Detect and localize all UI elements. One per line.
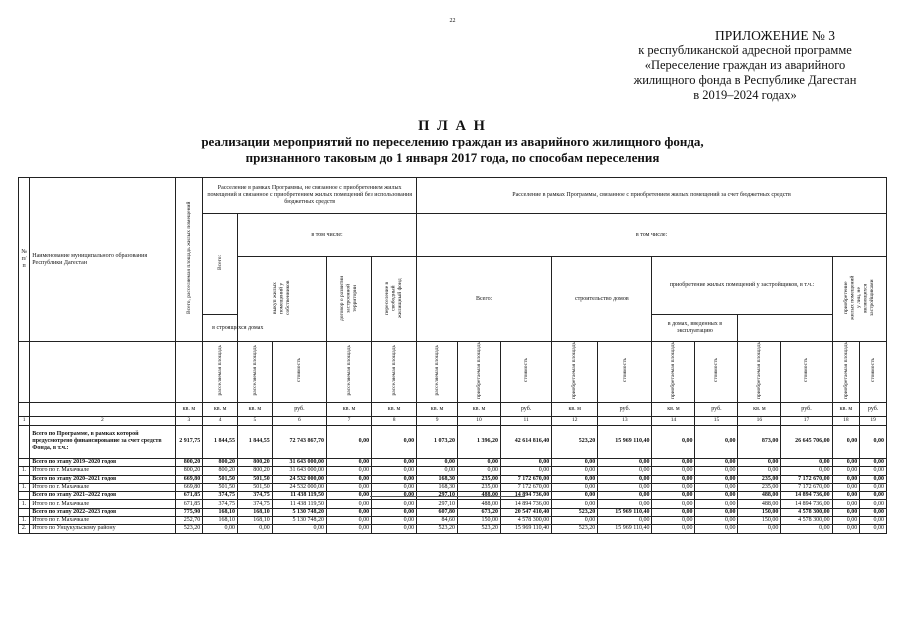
- resettlement-plan-table: [18, 177, 887, 534]
- header-buyout: выкуп жилых помещений у собственников: [238, 257, 327, 342]
- table-row: [19, 458, 887, 466]
- row-value: 873,00: [738, 425, 781, 458]
- row-value: 488,00: [738, 500, 781, 508]
- column-number: 14: [652, 416, 695, 425]
- column-number: 9: [417, 416, 458, 425]
- row-value: 0,00: [695, 425, 738, 458]
- row-value: 252,70: [175, 517, 203, 525]
- row-value: 235,00: [738, 483, 781, 491]
- row-value: 0,00: [652, 458, 695, 466]
- row-value: 0,00: [598, 500, 652, 508]
- row-value: 0,00: [781, 467, 832, 475]
- row-value: 673,20: [458, 508, 501, 516]
- row-value: 0,00: [695, 467, 738, 475]
- header-including-b: в том числе:: [417, 214, 887, 257]
- row-value: 669,80: [175, 483, 203, 491]
- header-built: в домах, введенных в эксплуатацию: [652, 315, 738, 342]
- row-value: 0,00: [832, 467, 860, 475]
- row-value: 0,00: [552, 458, 598, 466]
- row-value: 31 643 000,00: [272, 458, 326, 466]
- row-value: 0,00: [860, 483, 887, 491]
- column-number: 12: [552, 416, 598, 425]
- row-value: 0,00: [695, 492, 738, 500]
- row-value: 168,10: [203, 508, 238, 516]
- row-value: 24 532 000,00: [272, 483, 326, 491]
- row-value: 168,30: [417, 475, 458, 483]
- row-value: 1 844,55: [238, 425, 273, 458]
- row-value: 7 172 670,00: [781, 483, 832, 491]
- row-value: 11 438 119,50: [272, 492, 326, 500]
- row-value: 0,00: [552, 492, 598, 500]
- row-name: Итого по г. Махачкале: [30, 500, 175, 508]
- row-value: 15 969 110,40: [598, 425, 652, 458]
- row-value: 0,00: [652, 500, 695, 508]
- row-value: 374,75: [238, 492, 273, 500]
- column-number: 4: [203, 416, 238, 425]
- row-value: 0,00: [652, 467, 695, 475]
- header-cost: стоимость: [272, 342, 326, 403]
- header-cost: стоимость: [695, 342, 738, 403]
- column-number: 16: [738, 416, 781, 425]
- row-number: [19, 508, 30, 516]
- table-row: [19, 517, 887, 525]
- header-all-a: Всего:: [203, 214, 238, 315]
- row-value: 5 130 748,20: [272, 508, 326, 516]
- row-value: 374,75: [203, 492, 238, 500]
- header-cost: стоимость: [598, 342, 652, 403]
- row-name: Итого по г. Махачкале: [30, 467, 175, 475]
- plan-heading: П Л А Н: [418, 118, 487, 134]
- row-value: 0,00: [860, 458, 887, 466]
- page-number: 22: [449, 18, 456, 24]
- column-number: 18: [832, 416, 860, 425]
- row-value: 0,00: [832, 500, 860, 508]
- table-row: [19, 467, 887, 475]
- column-number: 15: [695, 416, 738, 425]
- row-name: Итого по Унцукульскому району: [30, 525, 175, 533]
- table-row: [19, 475, 887, 483]
- table-body: [19, 425, 887, 533]
- header-acquired-area: приобретаемая площадь: [652, 342, 695, 403]
- row-value: 1 073,20: [417, 425, 458, 458]
- header-acquired-area: приобретаемая площадь: [458, 342, 501, 403]
- column-number: 1: [19, 416, 30, 425]
- row-value: 4 578 300,00: [501, 517, 552, 525]
- units-row: кв. м кв. м кв. м руб. кв. м кв. м кв. м кв. м руб. кв. м руб. кв. м руб. кв. м руб. кв. м руб.: [19, 402, 887, 416]
- appendix-line: в 2019–2024 годах»: [693, 88, 797, 102]
- row-value: 0,00: [501, 458, 552, 466]
- row-number: 1.: [19, 500, 30, 508]
- row-value: 14 894 736,00: [781, 500, 832, 508]
- row-value: 0,00: [738, 467, 781, 475]
- row-value: 775,90: [175, 508, 203, 516]
- row-value: 0,00: [327, 458, 372, 466]
- row-value: 84,60: [417, 517, 458, 525]
- row-value: 150,00: [738, 508, 781, 516]
- column-number: 6: [272, 416, 326, 425]
- row-value: 0,00: [738, 458, 781, 466]
- row-value: 0,00: [372, 500, 417, 508]
- row-value: 0,00: [652, 517, 695, 525]
- plan-subtitle-2: признанного таковым до 1 января 2017 года, по способам переселения: [245, 150, 660, 165]
- row-value: 0,00: [372, 525, 417, 533]
- header-acquired-area: приобретаемая площадь: [552, 342, 598, 403]
- row-value: 0,00: [203, 525, 238, 533]
- row-value: 2 917,75: [175, 425, 203, 458]
- row-value: 150,00: [458, 517, 501, 525]
- row-value: 0,00: [372, 475, 417, 483]
- row-value: 14 894 736,00: [501, 500, 552, 508]
- row-value: 0,00: [327, 425, 372, 458]
- row-value: 0,00: [552, 475, 598, 483]
- row-value: 0,00: [860, 492, 887, 500]
- row-value: 523,20: [417, 525, 458, 533]
- row-value: 0,00: [372, 425, 417, 458]
- row-value: 0,00: [860, 500, 887, 508]
- row-value: 0,00: [832, 525, 860, 533]
- row-value: 0,00: [327, 508, 372, 516]
- row-value: 0,00: [832, 425, 860, 458]
- row-value: 800,20: [238, 467, 273, 475]
- row-value: 0,00: [598, 458, 652, 466]
- row-value: 0,00: [598, 517, 652, 525]
- row-value: 0,00: [417, 458, 458, 466]
- row-value: 488,00: [458, 500, 501, 508]
- row-value: 0,00: [738, 525, 781, 533]
- header-resettle-area: расселяемая площадь: [327, 342, 372, 403]
- row-value: 0,00: [860, 517, 887, 525]
- table-row: [19, 425, 887, 458]
- header-acquired-area: приобретаемая площадь: [738, 342, 781, 403]
- row-number: 1.: [19, 483, 30, 491]
- row-value: 501,50: [238, 483, 273, 491]
- row-value: 0,00: [372, 467, 417, 475]
- table-row: [19, 500, 887, 508]
- row-number: 1.: [19, 517, 30, 525]
- row-value: 0,00: [860, 508, 887, 516]
- row-name: Всего по этапу 2022–2023 годов: [30, 508, 175, 516]
- row-name: Всего по этапу 2020–2021 годов: [30, 475, 175, 483]
- header-no: № п/п: [19, 178, 30, 342]
- row-number: [19, 425, 30, 458]
- header-group-no-budget: Расселение в рамках Программы, не связанное с приобретением жилых помещений и связанное с приобретением жилых помещений без использования бюджетных средств: [203, 178, 417, 214]
- row-value: 0,00: [652, 475, 695, 483]
- row-value: 14 894 736,00: [781, 492, 832, 500]
- document-title: [0, 118, 905, 166]
- row-value: 0,00: [652, 492, 695, 500]
- appendix-line: к республиканской адресной программе: [638, 43, 852, 57]
- column-number: 19: [860, 416, 887, 425]
- row-number: [19, 475, 30, 483]
- row-name: Всего по Программе, в рамках которой предусмотрено финансирование за счет средств Фонда, в т.ч.:: [30, 425, 175, 458]
- row-value: 488,00: [458, 492, 501, 500]
- row-value: 0,00: [860, 467, 887, 475]
- row-value: 0,00: [372, 508, 417, 516]
- row-value: 0,00: [458, 458, 501, 466]
- row-value: 0,00: [695, 458, 738, 466]
- appendix-block: [615, 28, 875, 103]
- row-value: 374,75: [238, 500, 273, 508]
- appendix-title: ПРИЛОЖЕНИЕ № 3: [714, 28, 836, 43]
- row-value: 168,10: [238, 508, 273, 516]
- row-value: 501,50: [203, 475, 238, 483]
- row-value: 26 645 706,00: [781, 425, 832, 458]
- header-resettle-area: расселяемая площадь: [203, 342, 238, 403]
- row-value: 0,00: [832, 508, 860, 516]
- row-value: 0,00: [860, 525, 887, 533]
- row-name: Всего по этапу 2021–2022 годов: [30, 492, 175, 500]
- row-value: 297,10: [417, 492, 458, 500]
- row-value: 0,00: [695, 475, 738, 483]
- row-value: 0,00: [372, 517, 417, 525]
- row-value: 0,00: [832, 517, 860, 525]
- column-number: 3: [175, 416, 203, 425]
- row-value: 7 172 670,00: [501, 483, 552, 491]
- row-value: 5 130 748,20: [272, 517, 326, 525]
- row-value: 0,00: [832, 483, 860, 491]
- row-value: 0,00: [372, 492, 417, 500]
- row-value: 42 614 816,40: [501, 425, 552, 458]
- row-value: 501,50: [238, 475, 273, 483]
- row-value: 0,00: [598, 492, 652, 500]
- row-value: 0,00: [327, 500, 372, 508]
- header-others: приобретение жилых помещений у лиц, не являющихся застройщиками: [832, 257, 886, 342]
- row-name: Итого по г. Махачкале: [30, 483, 175, 491]
- row-value: 168,10: [238, 517, 273, 525]
- row-value: 501,50: [203, 483, 238, 491]
- row-value: 800,20: [238, 458, 273, 466]
- row-value: 0,00: [598, 475, 652, 483]
- row-value: 0,00: [372, 458, 417, 466]
- row-value: 168,10: [203, 517, 238, 525]
- header-acquired-area: приобретаемая площадь: [832, 342, 860, 403]
- row-value: 0,00: [652, 508, 695, 516]
- row-number: [19, 458, 30, 466]
- row-value: 0,00: [695, 525, 738, 533]
- header-free-fund: переселение в свободный жилищный фонд: [372, 257, 417, 342]
- row-value: 523,20: [552, 508, 598, 516]
- row-value: 0,00: [652, 525, 695, 533]
- header-cost: стоимость: [860, 342, 887, 403]
- row-value: 0,00: [598, 483, 652, 491]
- bottom-rule: [370, 496, 525, 497]
- column-number: 13: [598, 416, 652, 425]
- row-value: 0,00: [327, 467, 372, 475]
- row-value: 11 438 119,50: [272, 500, 326, 508]
- row-number: 2.: [19, 525, 30, 533]
- header-all-b: Всего:: [417, 257, 552, 342]
- row-value: 800,20: [203, 467, 238, 475]
- row-value: 0,00: [695, 517, 738, 525]
- table-row: [19, 525, 887, 533]
- row-value: 374,75: [203, 500, 238, 508]
- row-value: 523,20: [175, 525, 203, 533]
- row-value: 0,00: [860, 475, 887, 483]
- row-value: 0,00: [695, 508, 738, 516]
- header-total-area: Всего, расселяемая площадь жилых помещений: [175, 178, 203, 342]
- row-value: 607,80: [417, 508, 458, 516]
- header-cost: стоимость: [501, 342, 552, 403]
- row-value: 0,00: [238, 525, 273, 533]
- row-value: 15 969 110,40: [598, 508, 652, 516]
- row-value: 7 172 670,00: [781, 475, 832, 483]
- row-value: 1 844,55: [203, 425, 238, 458]
- row-value: 0,00: [327, 492, 372, 500]
- row-value: 4 578 300,00: [781, 508, 832, 516]
- table-row: [19, 508, 887, 516]
- row-value: 168,30: [417, 483, 458, 491]
- row-value: 0,00: [552, 483, 598, 491]
- column-number: 8: [372, 416, 417, 425]
- appendix-line: «Переселение граждан из аварийного: [644, 58, 846, 72]
- row-value: 800,20: [175, 458, 203, 466]
- row-value: 150,00: [738, 517, 781, 525]
- column-number: 5: [238, 416, 273, 425]
- row-value: 671,85: [175, 500, 203, 508]
- column-number: 10: [458, 416, 501, 425]
- column-number: 7: [327, 416, 372, 425]
- row-value: 0,00: [501, 467, 552, 475]
- row-value: 523,20: [552, 525, 598, 533]
- row-value: 31 643 000,00: [272, 467, 326, 475]
- row-value: 0,00: [652, 425, 695, 458]
- row-value: 20 547 410,40: [501, 508, 552, 516]
- row-value: 0,00: [552, 467, 598, 475]
- plan-subtitle-1: реализации мероприятий по переселению граждан из аварийного жилищного фонда,: [201, 134, 704, 149]
- row-value: 0,00: [652, 483, 695, 491]
- row-value: 0,00: [552, 517, 598, 525]
- row-value: 488,00: [738, 492, 781, 500]
- row-value: 0,00: [327, 483, 372, 491]
- row-value: 0,00: [272, 525, 326, 533]
- row-name: Всего по этапу 2019–2020 годов: [30, 458, 175, 466]
- row-number: 1.: [19, 467, 30, 475]
- row-value: 14 894 736,00: [501, 492, 552, 500]
- row-number: [19, 492, 30, 500]
- header-group-budget: Расселение в рамках Программы, связанное с приобретением жилых помещений за счет бюджетных средств: [417, 178, 887, 214]
- header-including-a: в том числе:: [238, 214, 417, 257]
- row-value: 0,00: [832, 458, 860, 466]
- row-value: 0,00: [552, 500, 598, 508]
- column-number: 2: [30, 416, 175, 425]
- row-name: Итого по г. Махачкале: [30, 517, 175, 525]
- table-row: [19, 483, 887, 491]
- column-number: 11: [501, 416, 552, 425]
- row-value: 0,00: [417, 467, 458, 475]
- header-developers: приобретение жилых помещений у застройщиков, в т.ч.:: [652, 257, 832, 315]
- row-value: 0,00: [372, 483, 417, 491]
- row-value: 800,20: [203, 458, 238, 466]
- row-value: 0,00: [327, 525, 372, 533]
- header-cost: стоимость: [781, 342, 832, 403]
- row-value: 235,00: [458, 475, 501, 483]
- row-value: 669,80: [175, 475, 203, 483]
- row-value: 297,10: [417, 500, 458, 508]
- row-value: 523,20: [552, 425, 598, 458]
- row-value: 0,00: [458, 467, 501, 475]
- row-value: 671,85: [175, 492, 203, 500]
- row-value: 800,20: [175, 467, 203, 475]
- header-resettle-area: расселяемая площадь: [372, 342, 417, 403]
- row-value: 0,00: [695, 483, 738, 491]
- row-value: 0,00: [832, 492, 860, 500]
- row-value: 1 396,20: [458, 425, 501, 458]
- row-value: 72 743 867,70: [272, 425, 326, 458]
- row-value: 0,00: [695, 500, 738, 508]
- row-value: 0,00: [781, 525, 832, 533]
- header-resettle-area: расселяемая площадь: [238, 342, 273, 403]
- row-value: 0,00: [327, 517, 372, 525]
- row-value: 24 532 000,00: [272, 475, 326, 483]
- column-numbers-row: [19, 416, 887, 425]
- row-value: 15 969 110,40: [501, 525, 552, 533]
- row-value: 15 969 110,40: [598, 525, 652, 533]
- header-construction: строительство домов: [552, 257, 652, 342]
- row-value: 4 578 300,00: [781, 517, 832, 525]
- appendix-line: жилищного фонда в Республике Дагестан: [633, 73, 857, 87]
- row-value: 7 172 670,00: [501, 475, 552, 483]
- header-contract: договор о развитии застроенной территории: [327, 257, 372, 342]
- column-number: 17: [781, 416, 832, 425]
- row-value: 523,20: [458, 525, 501, 533]
- row-value: 0,00: [860, 425, 887, 458]
- row-value: 0,00: [598, 467, 652, 475]
- row-value: 0,00: [832, 475, 860, 483]
- row-value: 0,00: [327, 475, 372, 483]
- header-building: в строящихся домах: [203, 315, 273, 342]
- row-value: 235,00: [458, 483, 501, 491]
- row-value: 0,00: [781, 458, 832, 466]
- row-value: 235,00: [738, 475, 781, 483]
- header-municipality: Наименование муниципального образования Республики Дагестан: [30, 178, 175, 342]
- header-resettle-area: расселяемая площадь: [417, 342, 458, 403]
